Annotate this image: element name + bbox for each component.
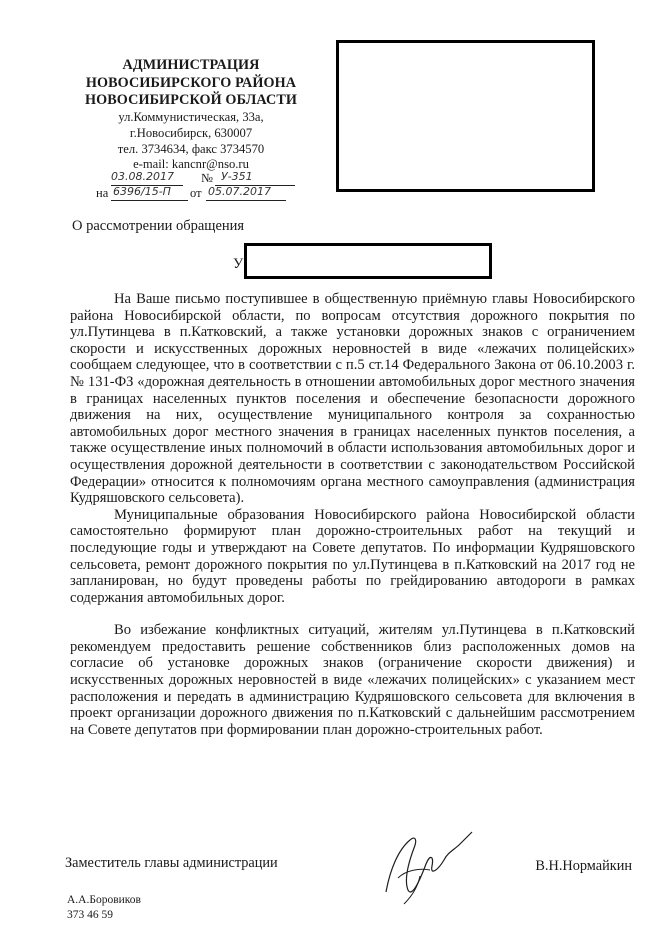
ref-date-underline: [206, 200, 286, 201]
letter-subject: О рассмотрении обращения: [72, 218, 245, 234]
ref-number: 6396/15-П: [113, 185, 171, 198]
address-line: г.Новосибирск, 630007: [129, 125, 253, 140]
body-paragraph: Во избежание конфликтных ситуаций, жителям ул.Путинцева в п.Катковский рекомендуем предоставить решение собственников близ расположенных домов на согласие об установке дорожных знаков (ограничение скорости движения) и искусственных дорожных неровностей в виде «лежачих полицейских» с указанием мест расположения и передать в администрацию Кудряшовского сельсовета для включения в проект организации дорожного движения по п.Катковский с дальнейшим рассмотрением на Совете депутатов при формировании план дорожно-строительных работ.: [70, 622, 635, 738]
executor-phone: 373 46 59: [67, 909, 113, 921]
signatory-name: В.Н.Нормайкин: [535, 858, 632, 874]
address-line: ул.Коммунистическая, 33а,: [118, 110, 264, 124]
registration-line: [111, 170, 297, 186]
redacted-addressee-block: [336, 40, 595, 192]
outgoing-date: 03.08.2017: [111, 170, 174, 183]
org-line: НОВОСИБИРСКОГО РАЙОНА: [85, 74, 297, 91]
redaction-inner: [247, 246, 489, 276]
signatory-title: Заместитель главы администрации: [65, 855, 278, 871]
outgoing-number: У-351: [221, 170, 253, 183]
phones-line: тел. 3734634, факс 3734570: [117, 141, 265, 156]
organization-name: [60, 57, 322, 110]
email-line: e-mail: kancnr@nso.ru: [133, 157, 249, 172]
reference-line: [96, 185, 296, 201]
ref-date: 05.07.2017: [208, 185, 271, 198]
letter-body: [70, 291, 635, 738]
org-line: НОВОСИБИРСКОЙ ОБЛАСТИ: [84, 92, 298, 108]
body-paragraph: На Ваше письмо поступившее в общественную приёмную главы Новосибирского района Новосибирской области, по вопросам отсутствия дорожного покрытия по ул.Путинцева в п.Катковский, а также установки дорожных знаков с ограничением скорости и искусственных дорожных неровностей в виде «лежачих полицейских» сообщаем следующее, что в соответствии с п.5 ст.14 Федерального Закона от 06.10.2003 г. № 131-ФЗ «дорожная деятельность в отношении автомобильных дорог местного значения в границах населенных пунктов поселения и обеспечение безопасности дорожного движения на них, осуществление муниципального контроля за сохранностью автомобильных дорог местного значения в границах населенных пунктов поселения, а также осуществление иных полномочий в области использования автомобильных дорог и осуществления дорожной деятельности в соответствии с законодательством Российской Федерации» относится к полномочиям органа местного самоуправления (администрация Кудряшовского сельсовета).: [70, 291, 635, 507]
handwritten-signature: [368, 820, 488, 910]
executor-name: А.А.Боровиков: [67, 894, 141, 906]
redaction-inner: [339, 43, 592, 189]
ref-label: на: [96, 186, 109, 200]
addressee-initial: У: [233, 256, 244, 272]
redacted-salutation: [244, 243, 492, 279]
org-line: АДМИНИСТРАЦИЯ: [122, 57, 260, 73]
executor-info: [67, 893, 141, 923]
body-paragraph: Муниципальные образования Новосибирского района Новосибирской области самостоятельно формируют план дорожно-строительных работ на текущий и последующие годы и утверждают на Совете депутатов. По информации Кудряшовского сельсовета, ремонт дорожного покрытия по ул.Путинцева в п.Катковский на 2017 год не запланирован, но будут проведены работы по грейдированию автодороги в рамках содержания автомобильных дорог.: [70, 506, 635, 606]
ref-from-label: от: [190, 186, 202, 200]
ref-number-underline: [111, 200, 188, 201]
organization-contacts: [60, 110, 322, 173]
number-label: №: [201, 171, 213, 185]
